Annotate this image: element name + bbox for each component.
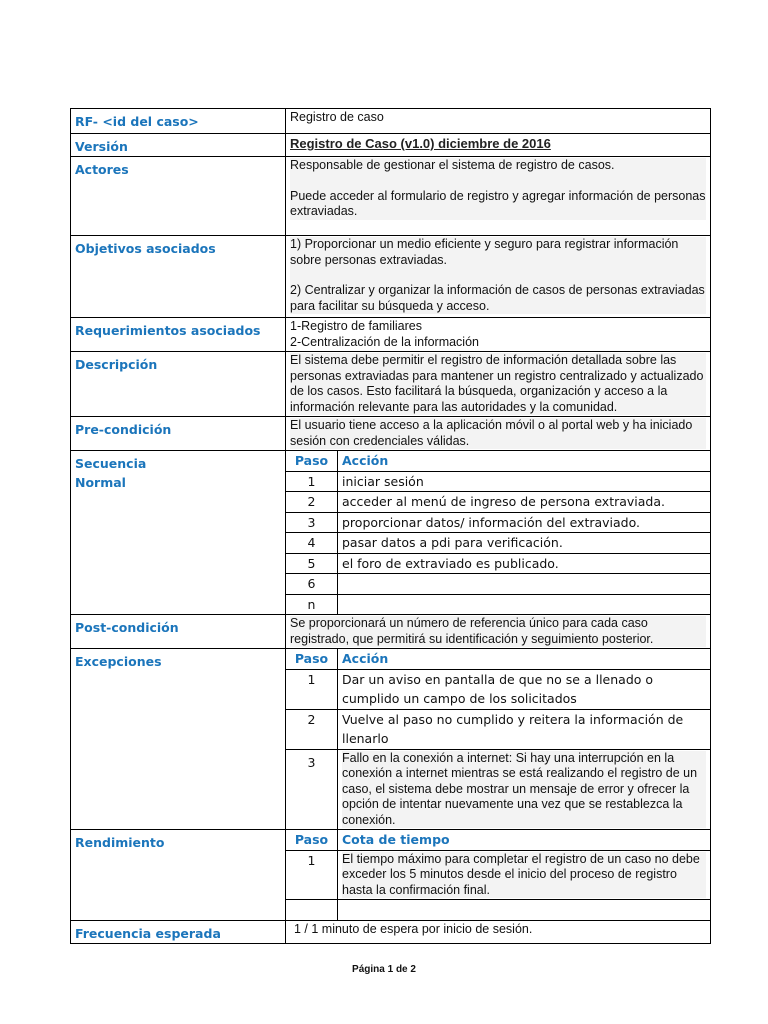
row-precondicion — [71, 417, 711, 451]
excepciones-cell — [286, 649, 711, 830]
excepcion-accion: Dar un aviso en pantalla de que no se a llenado o cumplido un campo de los solicitados — [338, 669, 711, 709]
table-row — [286, 850, 710, 900]
table-row — [286, 471, 710, 492]
objetivos-label: Objetivos asociados — [71, 236, 286, 318]
secuencia-label-2: Normal — [75, 475, 126, 490]
rendimiento-col-cota: Cota de tiempo — [338, 830, 711, 850]
paso-number: 2 — [286, 709, 338, 749]
row-secuencia — [71, 451, 711, 615]
use-case-document — [70, 108, 711, 944]
table-row — [286, 574, 710, 595]
secuencia-label-1: Secuencia — [75, 456, 147, 471]
paso-number: n — [286, 594, 338, 614]
paso-number: 1 — [286, 471, 338, 492]
row-version — [71, 134, 711, 157]
version-label: Versión — [71, 134, 286, 157]
excepciones-table — [286, 649, 710, 829]
paso-number: 6 — [286, 574, 338, 595]
secuencia-label — [71, 451, 286, 615]
paso-accion: iniciar sesión — [338, 471, 711, 492]
descripcion-text: El sistema debe permitir el registro de información detallada sobre las personas extraviadas para mantener un registro centralizado y actualizado de los casos. Esto facilitará la búsqueda, organización y acceso a la información relevante para las autoridades y la comunidad. — [290, 353, 706, 415]
paso-number: 5 — [286, 553, 338, 574]
rendimiento-header-row — [286, 830, 710, 850]
excepciones-label: Excepciones — [71, 649, 286, 830]
paso-accion: pasar datos a pdi para verificación. — [338, 533, 711, 554]
paso-number: 4 — [286, 533, 338, 554]
postcondicion-label: Post-condición — [71, 615, 286, 649]
row-rendimiento — [71, 830, 711, 921]
excepciones-col-paso: Paso — [286, 649, 338, 669]
excepcion-accion — [338, 749, 711, 829]
rendimiento-cota — [338, 900, 711, 920]
actores-label: Actores — [71, 157, 286, 236]
actores-p1: Responsable de gestionar el sistema de registro de casos. — [290, 158, 706, 174]
table-row — [286, 533, 710, 554]
row-postcondicion — [71, 615, 711, 649]
descripcion-label: Descripción — [71, 352, 286, 417]
case-title: Registro de caso — [286, 109, 711, 134]
excepcion-accion-text: Fallo en la conexión a internet: Si hay una interrupción en la conexión a internet mientras se está realizando el registro de un caso, el sistema debe mostrar un mensaje de error y ofrecer la opción de intentar nuevamente una vez que se restablezca la conexión. — [342, 751, 706, 829]
table-row — [286, 709, 710, 749]
row-excepciones — [71, 649, 711, 830]
version-cell — [286, 134, 711, 157]
row-requerimientos — [71, 318, 711, 352]
row-actores — [71, 157, 711, 236]
table-row — [286, 512, 710, 533]
frecuencia-label: Frecuencia esperada — [71, 920, 286, 943]
paso-number: 1 — [286, 669, 338, 709]
secuencia-header-row — [286, 451, 710, 471]
row-objetivos — [71, 236, 711, 318]
excepcion-accion: Vuelve al paso no cumplido y reitera la información de llenarlo — [338, 709, 711, 749]
version-value: Registro de Caso (v1.0) diciembre de 2016 — [290, 136, 551, 151]
postcondicion-cell — [286, 615, 711, 649]
paso-accion — [338, 574, 711, 595]
paso-number — [286, 900, 338, 920]
secuencia-col-accion: Acción — [338, 451, 711, 471]
actores-gap — [290, 174, 706, 189]
requerimiento-item: 1-Registro de familiares — [290, 319, 422, 333]
row-header — [71, 109, 711, 134]
actores-cell — [286, 157, 711, 236]
table-row — [286, 553, 710, 574]
requerimientos-label: Requerimientos asociados — [71, 318, 286, 352]
table-row — [286, 594, 710, 614]
excepciones-col-accion: Acción — [338, 649, 711, 669]
case-id-label: RF- <id del caso> — [71, 109, 286, 134]
secuencia-cell — [286, 451, 711, 615]
paso-accion: acceder al menú de ingreso de persona extraviada. — [338, 492, 711, 513]
row-frecuencia — [71, 920, 711, 943]
rendimiento-label: Rendimiento — [71, 830, 286, 921]
precondicion-cell — [286, 417, 711, 451]
paso-number: 3 — [286, 749, 338, 829]
requerimiento-item: 2-Centralización de la información — [290, 334, 479, 349]
table-row — [286, 900, 710, 920]
rendimiento-col-paso: Paso — [286, 830, 338, 850]
precondicion-label: Pre-condición — [71, 417, 286, 451]
actores-p2: Puede acceder al formulario de registro y agregar información de personas extraviadas. — [290, 188, 706, 218]
paso-number: 2 — [286, 492, 338, 513]
table-row — [286, 492, 710, 513]
secuencia-table — [286, 451, 710, 614]
precondicion-text: El usuario tiene acceso a la aplicación móvil o al portal web y ha iniciado sesión con credenciales válidas. — [290, 418, 706, 449]
page-footer: Página 1 de 2 — [352, 964, 416, 975]
paso-number: 1 — [286, 850, 338, 900]
rendimiento-table — [286, 830, 710, 920]
paso-accion — [338, 594, 711, 614]
rendimiento-cota-text: El tiempo máximo para completar el registro de un caso no debe exceder los 5 minutos desde el inicio del proceso de registro hasta la confirmación final. — [342, 852, 706, 899]
use-case-table — [70, 108, 711, 944]
postcondicion-text: Se proporcionará un número de referencia único para cada caso registrado, que permitirá su identificación y seguimiento posterior. — [290, 616, 706, 647]
rendimiento-cell — [286, 830, 711, 921]
frecuencia-value: 1 / 1 minuto de espera por inicio de sesión. — [286, 920, 711, 943]
objetivos-gap — [290, 268, 706, 283]
paso-accion: proporcionar datos/ información del extraviado. — [338, 512, 711, 533]
excepciones-header-row — [286, 649, 710, 669]
paso-accion: el foro de extraviado es publicado. — [338, 553, 711, 574]
table-row — [286, 749, 710, 829]
rendimiento-cota — [338, 850, 711, 900]
requerimientos-cell — [286, 318, 711, 352]
secuencia-col-paso: Paso — [286, 451, 338, 471]
objetivos-cell — [286, 236, 711, 318]
objetivos-p1: 1) Proporcionar un medio eficiente y seguro para registrar información sobre personas extraviadas. — [290, 237, 706, 268]
row-descripcion — [71, 352, 711, 417]
paso-number: 3 — [286, 512, 338, 533]
descripcion-cell — [286, 352, 711, 417]
table-row — [286, 669, 710, 709]
objetivos-p2: 2) Centralizar y organizar la información de casos de personas extraviadas para facilitar su búsqueda y acceso. — [290, 283, 705, 313]
